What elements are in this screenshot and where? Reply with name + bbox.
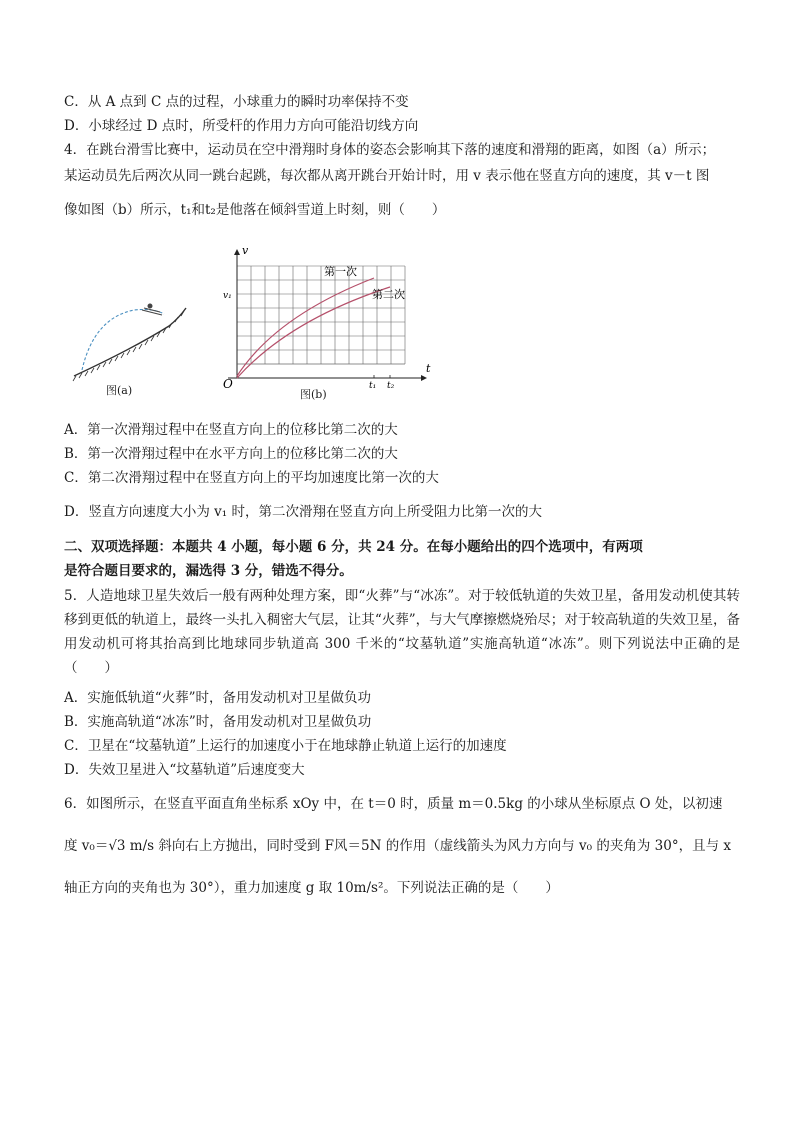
ski-slope [74, 308, 186, 376]
q6-stem-line-2: 度 v₀＝√3 m/s 斜向右上方抛出，同时受到 F风＝5N 的作用（虚线箭头为风力方向与 v₀ 的夹角为 30°，且与 x [64, 838, 731, 854]
q6-stem-line-3: 轴正方向的夹角也为 30°），重力加速度 g 取 10m/s²。下列说法正确的是（ ） [64, 880, 559, 896]
figure-a-caption: 图(a) [106, 384, 133, 397]
v1-label: v₁ [223, 291, 232, 301]
q5-option-c: C．卫星在“坟墓轨道”上运行的加速度小于在地球静止轨道上运行的加速度 [64, 738, 507, 754]
section2-header-line-1: 二、双项选择题：本题共 4 小题，每小题 6 分，共 24 分。在每小题给出的四个选项中，有两项 [64, 539, 643, 555]
figure-b-caption: 图(b) [300, 388, 327, 401]
section2-header-line-2: 是符合题目要求的，漏选得 3 分，错选不得分。 [64, 563, 353, 579]
origin-label: O [223, 377, 233, 388]
figure-a [64, 288, 194, 388]
q5-option-b: B．实施高轨道“冰冻”时，备用发动机对卫星做负功 [64, 714, 372, 730]
q4-option-c: C．第二次滑翔过程中在竖直方向上的平均加速度比第一次的大 [64, 470, 439, 486]
t1-label: t₁ [369, 381, 377, 388]
q4-option-d: D．竖直方向速度大小为 v₁ 时，第二次滑翔在竖直方向上所受阻力比第一次的大 [64, 504, 542, 520]
q4-option-b: B．第一次滑翔过程中在水平方向上的位移比第二次的大 [64, 446, 398, 462]
q3-option-d: D．小球经过 D 点时，所受杆的作用力方向可能沿切线方向 [64, 118, 419, 134]
y-axis-label: v [242, 244, 249, 257]
q6-stem-line-1: 6．如图所示，在竖直平面直角坐标系 xOy 中，在 t＝0 时，质量 m＝0.5kg 的小球从坐标原点 O 处，以初速 [64, 796, 723, 812]
figure-b-vt-graph [214, 238, 434, 388]
series-first-label: 第一次 [324, 265, 357, 278]
x-axis-label: t [426, 362, 431, 375]
q5-stem: 5．人造地球卫星失效后一般有两种处理方案，即“火葬”与“冰冻”。对于较低轨道的失效卫星，备用发动机使其转移到更低的轨道上，最终一头扎入稠密大气层，让其“火葬”，与大气摩擦燃烧殆尽；对于较高轨道的失效卫星，备用发动机可将其抬高到比地球同步轨道高 300 千米的“坟墓轨道”实施高轨道“冰冻”。则下列说法中正确的是（ ） [64, 588, 740, 676]
curve-second-jump [237, 287, 390, 378]
series-second-label: 第二次 [372, 288, 405, 301]
q4-option-a: A．第一次滑翔过程中在竖直方向上的位移比第二次的大 [64, 422, 398, 438]
q5-option-d: D．失效卫星进入“坟墓轨道”后速度变大 [64, 762, 305, 778]
q4-stem-line-3: 像如图（b）所示，t₁和t₂是他落在倾斜雪道上时刻，则（ ） [64, 202, 446, 218]
q3-option-c: C．从 A 点到 C 点的过程，小球重力的瞬时功率保持不变 [64, 94, 409, 110]
q4-stem-line-2: 某运动员先后两次从同一跳台起跳，每次都从离开跳台开始计时，用 v 表示他在竖直方向的速度，其 v－t 图 [64, 168, 710, 184]
q5-option-a: A．实施低轨道“火葬”时，备用发动机对卫星做负功 [64, 690, 372, 706]
t2-label: t₂ [387, 381, 395, 388]
q4-stem-line-1: 4．在跳台滑雪比赛中，运动员在空中滑翔时身体的姿态会影响其下落的速度和滑翔的距离，如图（a）所示； [64, 142, 716, 158]
curve-first-jump [237, 278, 374, 376]
q4-figures [64, 238, 444, 408]
